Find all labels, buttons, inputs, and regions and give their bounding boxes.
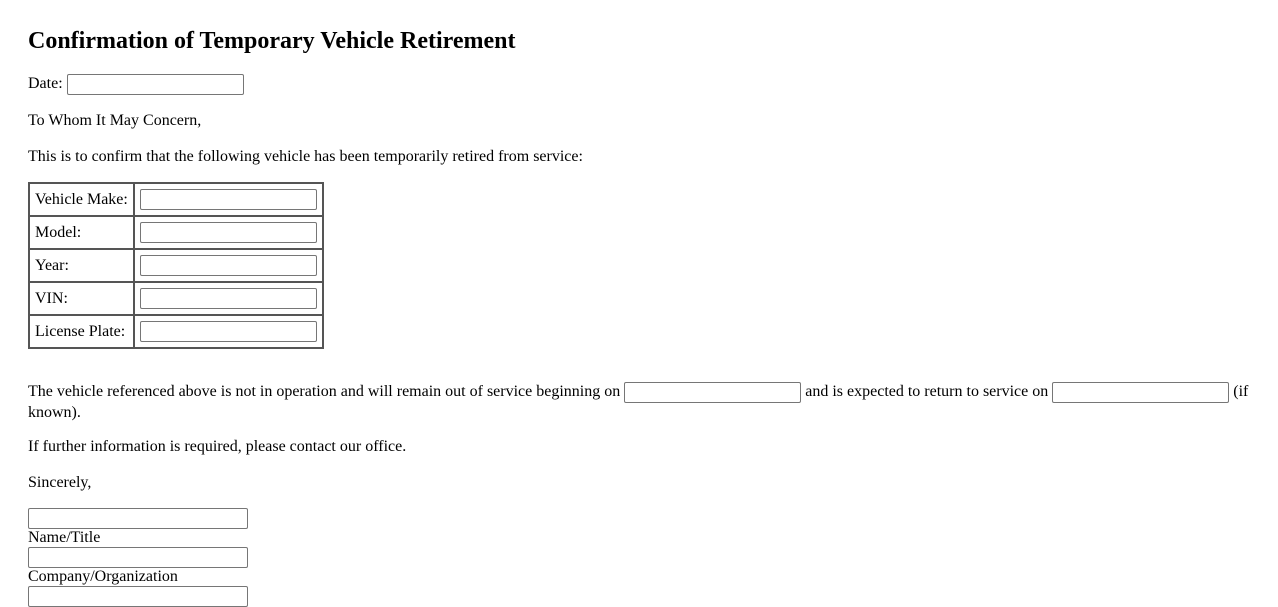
service-text-after: (if known). [28,383,1249,421]
table-row [29,282,323,315]
vehicle-make-label: Vehicle Make: [29,183,134,216]
name-title-input[interactable] [28,508,248,529]
date-label: Date: [28,75,63,93]
table-cell [134,183,323,216]
table-row [29,249,323,282]
greeting-text: To Whom It May Concern, [28,112,202,129]
table-row [29,216,323,249]
vin-input[interactable] [140,288,317,309]
company-input[interactable] [28,547,248,568]
table-row [29,315,323,348]
date-input[interactable] [67,74,244,95]
model-label: Model: [29,216,134,249]
intro-text: This is to confirm that the following vehicle has been temporarily retired from service: [28,148,583,165]
service-text-middle: and is expected to return to service on [805,383,1049,401]
table-row [29,183,323,216]
service-dates-paragraph [28,382,1250,423]
vehicle-make-input[interactable] [140,189,317,210]
company-label: Company/Organization [28,568,178,585]
license-plate-label: License Plate: [29,315,134,348]
model-input[interactable] [140,222,317,243]
year-input[interactable] [140,255,317,276]
vehicle-details-table [28,182,324,349]
table-cell [134,282,323,315]
name-title-label: Name/Title [28,529,101,546]
vin-label: VIN: [29,282,134,315]
table-cell [134,216,323,249]
signature-input[interactable] [28,586,248,607]
contact-text: If further information is required, please contact our office. [28,438,407,455]
signature-block [28,508,248,607]
license-plate-input[interactable] [140,321,317,342]
table-cell [134,249,323,282]
out-of-service-date-input[interactable] [624,382,801,403]
year-label: Year: [29,249,134,282]
closing-text: Sincerely, [28,474,92,491]
return-to-service-date-input[interactable] [1052,382,1229,403]
page-title: Confirmation of Temporary Vehicle Retirement [28,28,516,54]
service-text-before: The vehicle referenced above is not in operation and will remain out of service beginning on [28,383,621,401]
table-cell [134,315,323,348]
date-row [28,74,244,95]
